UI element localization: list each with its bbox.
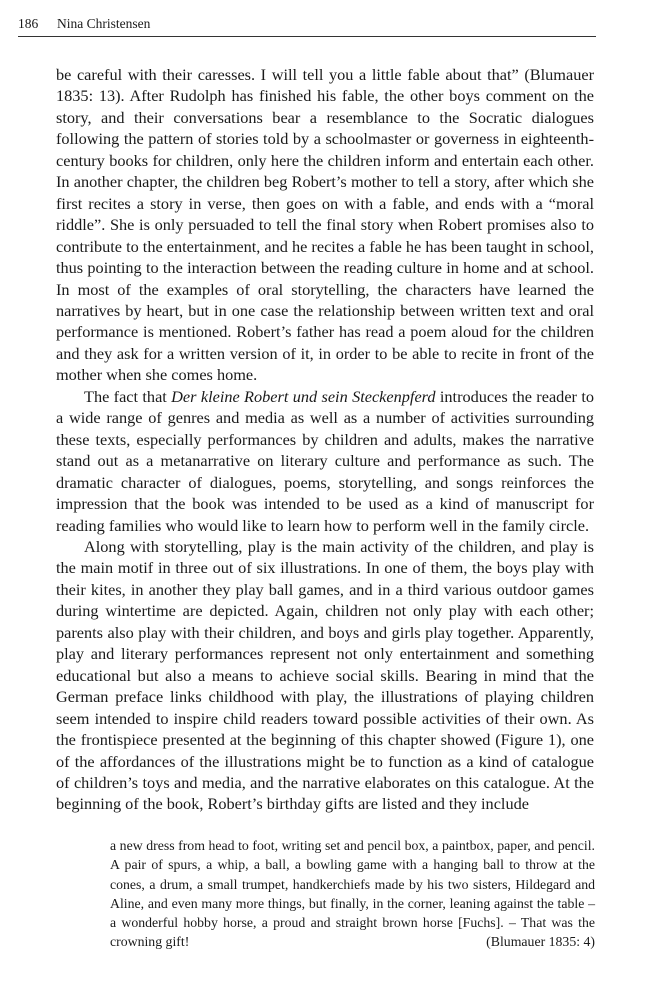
paragraph-2-start: The fact that [84,386,172,406]
block-quote [110,836,595,952]
page-number: 186 [18,16,39,31]
main-text [56,64,594,815]
running-head-author: Nina Christensen [57,16,151,31]
block-quote-citation: (Blumauer 1835: 4) [486,934,595,950]
paragraph-2-end: introduces the reader to a wide range of genres and media as well as a number of activities surrounding these texts, especially performances by children and adults, makes the narrative stand out as a metanarrative on literary culture and performance as such. The dramatic character of dialogues, poems, storytelling, and songs reinforces the impression that the book was intended to be used as a kind of manuscript for reading families who would like to learn how to perform well in the family circle. [56,386,594,535]
paragraph-1: be careful with their caresses. I will tell you a little fable about that” (Blumauer 1835: 13). After Rudolph has finished his fable, the other boys comment on the story, and their conversations bear a resemblance to the Socratic dialogues following the pattern of stories told by a schoolmaster or governess in eighteenth-century books for children, only here the children inform and entertain each other. In another chapter, the children beg Robert’s mother to tell a story, after which she first recites a story in verse, then goes on with a fable, and ends with a “moral riddle”. She is only persuaded to tell the final story when Robert promises also to contribute to the entertainment, and he recites a fable he has been taught in school, thus pointing to the interaction between the reading culture in home and at school. In most of the examples of oral storytelling, the characters have learned the narratives by heart, but in one case the relationship between written text and oral performance is mentioned. Robert’s father has read a poem aloud for the children and they ask for a written version of it, in order to be able to recite in front of the mother when she comes home. [56,65,594,385]
running-header [18,14,596,37]
book-title: Der kleine Robert und sein Steckenpferd [171,386,436,406]
block-quote-text: a new dress from head to foot, writing set and pencil box, a paintbox, paper, and pencil. A pair of spurs, a whip, a ball, a bowling game with a hanging ball to throw at the cones, a drum, a small trumpet, handkerchiefs made by his two sisters, Hildegard and Aline, and even many more things, but finally, in the corner, leaning against the table – a wonderful hobby horse, a proud and straight brown horse [Fuchs]. – That was the crowning gift! [110,838,595,950]
paragraph-3: Along with storytelling, play is the main activity of the children, and play is the main motif in three out of six illustrations. In one of them, the boys play with their kites, in another they play ball games, and in a third various outdoor games during wintertime are depicted. Again, children not only play with each other; parents also play with their children, and boys and girls play together. Apparently, play and literary performances represent not only entertainment and something educational but also a means to achieve social skills. Bearing in mind that the German preface links childhood with play, the illustrations of playing children seem intended to inspire child readers toward possible activities of their own. As the frontispiece presented at the beginning of this chapter showed (Figure 1), one of the affordances of the illustrations might be to function as a kind of catalogue of children’s toys and media, and the narrative elaborates on this catalogue. At the beginning of the book, Robert’s birthday gifts are listed and they include [56,536,594,814]
paragraph-2 [56,386,594,536]
